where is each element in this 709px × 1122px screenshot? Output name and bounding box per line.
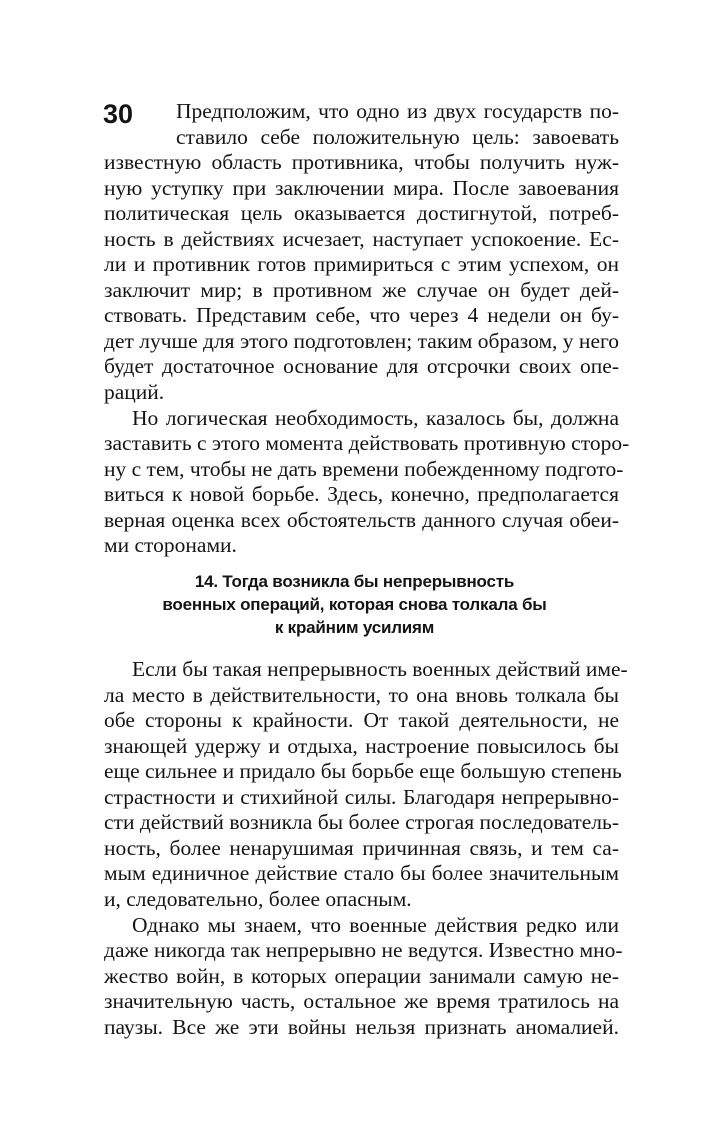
paragraph-1-line: раций. xyxy=(104,380,165,404)
section-heading-line: военных операций, которая снова толкала бы xyxy=(162,595,547,614)
paragraph-3-line: мым единичное действие стало бы более значительным xyxy=(104,861,619,885)
paragraph-3-line: еще сильнее и придало бы борьбе еще большую степень xyxy=(104,759,622,783)
paragraph-1-line: ли и противник готов примириться с этим успехом, он xyxy=(104,252,619,276)
paragraph-4-line: значительную часть, остальное же время тратилось на xyxy=(104,989,619,1013)
paragraph-2-line: верная оценка всех обстоятельств данного случая обеи- xyxy=(104,508,619,532)
paragraph-1-line: ную уступку при заключении мира. После завоевания xyxy=(104,176,619,200)
paragraph-4-line: даже никогда так непрерывно не ведутся. Известно мно- xyxy=(104,938,623,962)
paragraph-4-line: жество войн, в которых операции занимали самую не- xyxy=(104,964,619,988)
paragraph-2-line: ми сторонами. xyxy=(104,533,237,557)
paragraph-1-line: известную область противника, чтобы получить нуж- xyxy=(104,150,619,174)
section-heading-line: 14. Тогда возникла бы непрерывность xyxy=(194,572,515,591)
paragraph-1-line: заключит мир; в противном же случае он будет дей- xyxy=(104,278,619,302)
paragraph-2-line: заставить с этого момента действовать противную сторо- xyxy=(104,431,630,455)
paragraph-2-line: ну с тем, чтобы не дать времени побежденному подгото- xyxy=(104,457,624,481)
paragraph-1-line: ствовать. Представим себе, что через 4 недели он бу- xyxy=(104,303,619,327)
paragraph-2-line: Но логическая необходимость, казалось бы, должна xyxy=(132,406,619,430)
paragraph-1-line: политическая цель оказывается достигнутой, потреб- xyxy=(104,201,619,225)
paragraph-1-line: Предположим, что одно из двух государств по- xyxy=(176,99,619,123)
paragraph-3-line: ла место в действительности, то она вновь толкала бы xyxy=(104,683,619,707)
paragraph-1-line: будет достаточное основание для отсрочки своих опе- xyxy=(104,354,619,378)
paragraph-4-line: паузы. Все же эти войны нельзя признать аномалией. xyxy=(104,1015,619,1039)
paragraph-3-line: знающей удержу и отдыха, настроение повысилось бы xyxy=(104,734,619,758)
paragraph-3-line: сти действий возникла бы более строгая последователь- xyxy=(104,810,619,834)
page-number: 30 xyxy=(103,99,134,129)
paragraph-3-line: Если бы такая непрерывность военных действий име- xyxy=(132,657,628,681)
paragraph-1-line: дет лучше для этого подготовлен; таким образом, у него xyxy=(104,329,620,353)
section-heading-line: к крайним усилиям xyxy=(274,618,435,637)
paragraph-4-line: Однако мы знаем, что военные действия редко или xyxy=(132,913,619,937)
paragraph-3-line: и, следовательно, более опасным. xyxy=(104,887,412,911)
paragraph-2-line: виться к новой борьбе. Здесь, конечно, предполагается xyxy=(104,482,619,506)
paragraph-3-line: обе стороны к крайности. От такой деятельности, не xyxy=(104,708,619,732)
paragraph-3-line: страстности и стихийной силы. Благодаря непрерывно- xyxy=(104,785,619,809)
paragraph-3-line: ность, более ненарушимая причинная связь, и тем са- xyxy=(104,836,619,860)
paragraph-1-line: ставило себе положительную цель: завоевать xyxy=(176,125,619,149)
paragraph-1-line: ность в действиях исчезает, наступает успокоение. Ес- xyxy=(104,227,619,251)
